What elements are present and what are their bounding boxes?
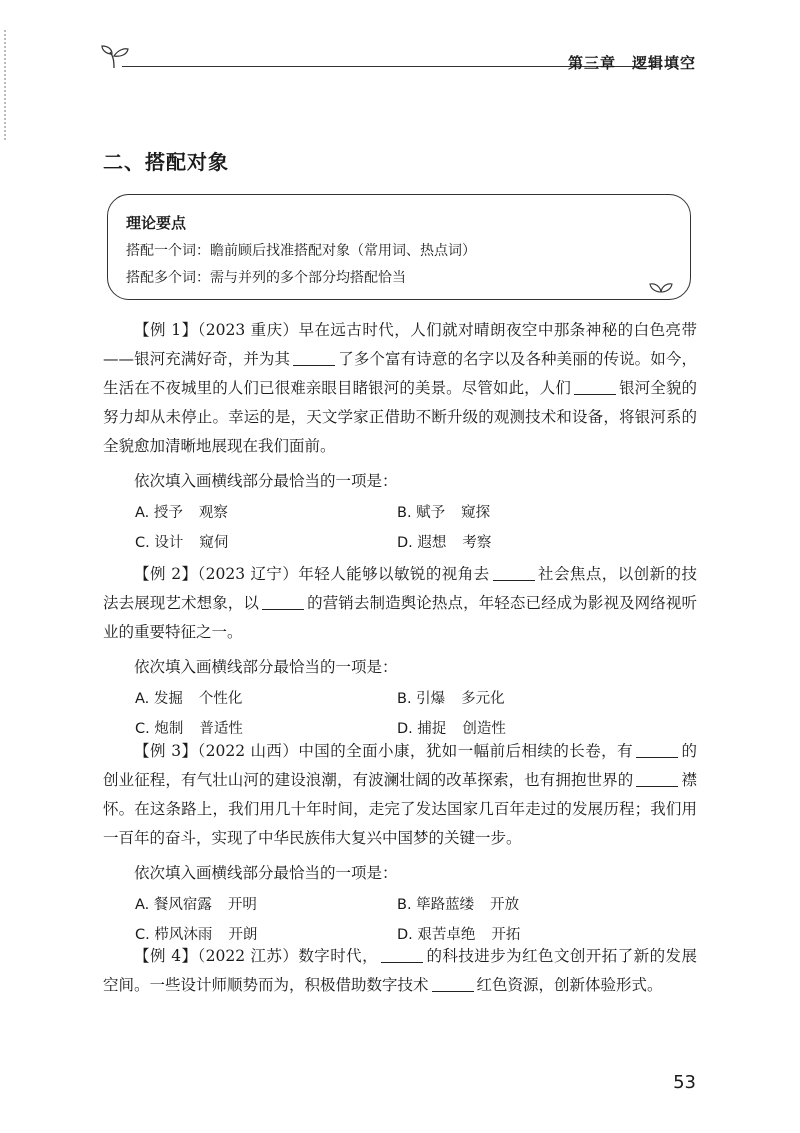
option-word-1: 艰苦卓绝	[417, 927, 476, 943]
running-header	[100, 40, 700, 80]
option-word-2: 开明	[227, 897, 257, 913]
option-word-2: 个性化	[198, 691, 243, 707]
passage-text: 社会焦点，以创新的技法去展现艺术想象，以	[103, 565, 697, 612]
option-word-2: 窥探	[461, 505, 491, 521]
fill-blank	[574, 379, 616, 396]
option-a	[135, 684, 397, 714]
option-word-2: 创造性	[462, 721, 506, 737]
fill-blank	[381, 947, 423, 964]
option-word-2: 普适性	[199, 721, 243, 737]
option-key: B.	[397, 897, 412, 913]
section-title: 二、搭配对象	[103, 150, 229, 174]
example-label: 【例 3】	[134, 742, 198, 760]
example-1-passage	[103, 316, 697, 461]
theory-point-1: 搭配一个词：瞻前顾后找准搭配对象（常用词、热点词）	[126, 243, 476, 259]
option-b	[397, 890, 659, 920]
option-word-1: 赋予	[416, 505, 446, 521]
leaf-icon	[648, 279, 674, 293]
example-1	[103, 316, 697, 558]
passage-text: 早在远古时代，人们就对晴朗夜空中那条神秘的白色亮带——银河充满好奇，并为其	[103, 321, 697, 368]
example-source: （2022 江苏）	[197, 947, 299, 965]
theory-box	[107, 194, 691, 300]
option-a	[135, 498, 397, 528]
passage-text: 数字时代，	[298, 947, 379, 965]
fill-blank	[293, 350, 335, 367]
chapter-header	[568, 52, 696, 73]
example-source: （2022 山西）	[197, 742, 299, 760]
option-word-2: 开拓	[491, 927, 521, 943]
passage-text: 襟怀。在这条路上，我们用几十年时间，走完了发达国家几百年走过的发展历程；我们用一百年的奋斗，实现了中华民族伟大复兴中国梦的关键一步。	[103, 771, 697, 847]
example-label: 【例 1】	[134, 321, 198, 339]
option-key: B.	[397, 691, 412, 707]
option-a	[135, 890, 397, 920]
question-prompt: 依次填入画横线部分最恰当的一项是：	[134, 472, 398, 490]
fill-blank	[493, 565, 535, 582]
theory-point-2: 搭配多个词：需与并列的多个部分均搭配恰当	[126, 270, 406, 286]
fill-blank	[432, 976, 474, 993]
option-key: C.	[135, 721, 150, 737]
chapter-title: 逻辑填空	[631, 54, 696, 72]
example-label: 【例 2】	[134, 565, 198, 583]
option-key: A.	[135, 897, 150, 913]
option-word-2: 考察	[462, 535, 492, 551]
option-word-1: 栉风沐雨	[154, 927, 213, 943]
option-word-2: 窥伺	[199, 535, 229, 551]
example-2-passage	[103, 560, 697, 647]
option-key: D.	[397, 721, 413, 737]
passage-text: 的创业征程，有气壮山河的建设浪潮，有波澜壮阔的改革探索，也有拥抱世界的	[103, 742, 697, 789]
option-key: B.	[397, 505, 412, 521]
option-key: A.	[135, 505, 150, 521]
option-word-1: 设计	[154, 535, 184, 551]
passage-text: 中国的全面小康，犹如一幅前后相续的长卷，有	[298, 742, 634, 760]
chapter-number: 第三章	[567, 54, 616, 72]
option-c	[135, 528, 397, 558]
answer-options	[135, 498, 697, 558]
answer-options	[135, 890, 697, 950]
option-b	[397, 684, 659, 714]
option-word-1: 引爆	[416, 691, 446, 707]
option-word-1: 炮制	[154, 721, 184, 737]
page-number: 53	[673, 1072, 696, 1093]
example-3	[103, 737, 697, 950]
option-key: D.	[397, 927, 413, 943]
option-word-2: 开朗	[228, 927, 258, 943]
passage-text: 的科技进步为红色文创开拓了新的发展空间。一些设计师顺势而为，积极借助数字技术	[103, 947, 697, 994]
option-key: D.	[397, 535, 413, 551]
option-b	[397, 498, 659, 528]
option-word-1: 授予	[153, 505, 183, 521]
fill-blank	[262, 594, 304, 611]
example-source: （2023 重庆）	[197, 321, 299, 339]
passage-text: 了多个富有诗意的名字以及各种美丽的传说。如今，生活在不夜城里的人们已很难亲眼目睹银河的美景。尽管如此，人们	[103, 350, 697, 397]
fill-blank	[636, 742, 678, 759]
passage-text: 银河全貌的努力却从未停止。幸运的是，天文学家正借助不断升级的观测技术和设备，将银河系的全貌愈加清晰地展现在我们面前。	[103, 379, 697, 455]
passage-text: 红色资源，创新体验形式。	[476, 976, 663, 994]
example-4-passage	[103, 942, 697, 1000]
option-word-1: 遐想	[417, 535, 447, 551]
passage-text: 年轻人能够以敏锐的视角去	[298, 565, 490, 583]
option-d	[397, 528, 659, 558]
answer-options	[135, 684, 697, 744]
passage-text: 的营销去制造舆论热点，年轻态已经成为影视及网络视听业的重要特征之一。	[103, 594, 697, 641]
option-key: C.	[135, 927, 150, 943]
option-word-1: 发掘	[153, 691, 183, 707]
option-word-1: 捕捉	[417, 721, 447, 737]
option-word-2: 开放	[490, 897, 520, 913]
question-prompt: 依次填入画横线部分最恰当的一项是：	[134, 864, 398, 882]
option-word-2: 观察	[198, 505, 228, 521]
option-word-2: 多元化	[461, 691, 505, 707]
example-3-passage	[103, 737, 697, 853]
margin-dots	[4, 30, 8, 140]
option-key: A.	[135, 691, 150, 707]
option-word-1: 筚路蓝缕	[416, 897, 475, 913]
theory-title: 理论要点	[126, 214, 187, 232]
option-key: C.	[135, 535, 150, 551]
question-prompt: 依次填入画横线部分最恰当的一项是：	[134, 658, 398, 676]
fill-blank	[636, 771, 678, 788]
example-2	[103, 560, 697, 744]
option-word-1: 餐风宿露	[153, 897, 212, 913]
example-4	[103, 942, 697, 1000]
example-source: （2023 辽宁）	[197, 565, 299, 583]
example-label: 【例 4】	[134, 947, 198, 965]
